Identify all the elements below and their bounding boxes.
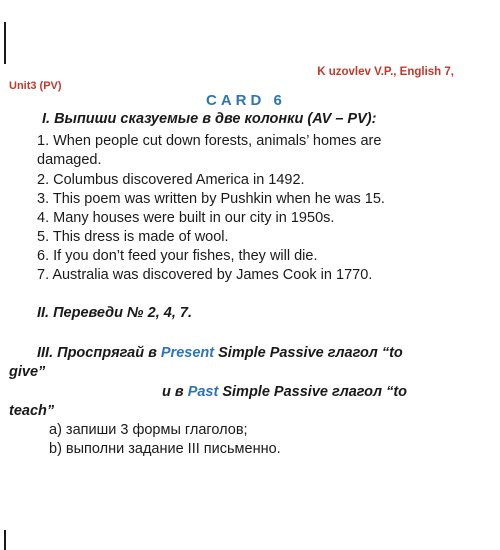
section3-prefix: III. Проспрягай в [37,345,161,361]
section3-heading-line4: teach” [9,403,55,419]
author-label: K uzovlev V.P., English 7, [317,66,454,78]
section3-heading-line3 [162,384,407,400]
section3-prefix2: и в [162,384,188,400]
unit-label: Unit3 (PV) [9,80,62,92]
task-line: 1. When people cut down forests, animals’ homes are [37,133,382,149]
section3-heading-line2: give” [9,364,46,380]
task-line: 3. This poem was written by Pushkin when he was 15. [37,191,385,207]
task-line: 6. If you don’t feed your fishes, they will die. [37,248,318,264]
section2-heading: II. Переведи № 2, 4, 7. [37,305,192,321]
task-line: 5. This dress is made of wool. [37,229,229,245]
section3-suffix: Simple Passive глагол “to [214,345,403,361]
card-title: CARD 6 [206,92,286,109]
left-margin-line-bottom [4,530,6,550]
present-word: Present [160,345,215,361]
task-line: 4. Many houses were built in our city in 1950s. [37,210,335,226]
task-line: damaged. [37,152,102,168]
task-line: 2. Columbus discovered America in 1492. [37,172,305,188]
section3-heading-line1 [37,345,403,361]
left-margin-line [4,22,6,64]
section1-heading: I. Выпиши сказуемые в две колонки (AV – PV): [42,111,377,127]
past-word: Past [187,384,219,400]
task-line: 7. Australia was discovered by James Cook in 1770. [37,267,373,283]
subtask-item: a) запиши 3 формы глаголов; [49,422,248,438]
subtask-item: b) выполни задание III письменно. [49,441,281,457]
section3-suffix2: Simple Passive глагол “to [218,384,408,400]
